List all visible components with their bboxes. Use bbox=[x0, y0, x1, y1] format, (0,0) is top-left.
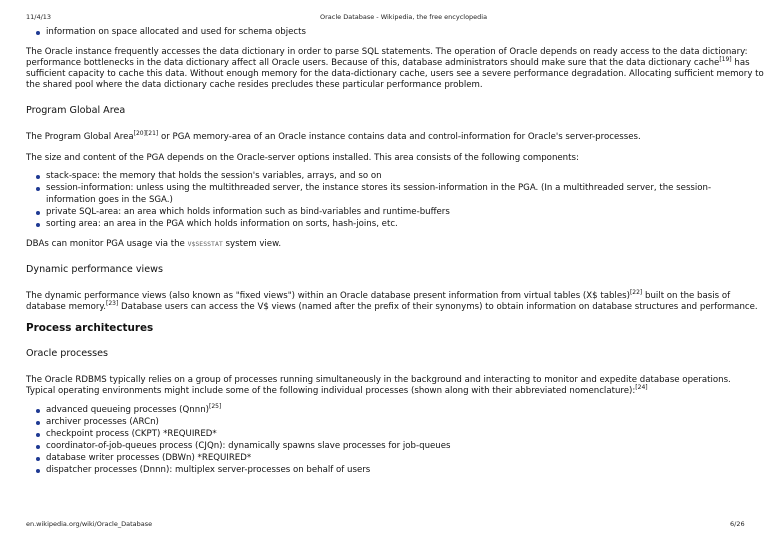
list-item: information on space allocated and used for schema objects bbox=[46, 26, 744, 38]
bullet-icon bbox=[36, 421, 40, 425]
list-item: stack-space: the memory that holds the session's variables, arrays, and so on bbox=[46, 170, 744, 182]
pga-size-paragraph: The size and content of the PGA depends on the Oracle-server options installed. This area consists of the following components: bbox=[26, 153, 579, 163]
schema-info-list bbox=[26, 26, 744, 38]
processes-paragraph: The Oracle RDBMS typically relies on a group of processes running simultaneously in the background and interacting to monitor and expedite database operations. Typical operating environments might include some of the following individual processes (shown along with their abbreviated nomenclature):[24] bbox=[26, 375, 731, 396]
list-item: private SQL-area: an area which holds information such as bind-variables and runtime-buffers bbox=[46, 206, 744, 218]
citation-link[interactable]: [23] bbox=[106, 300, 119, 308]
bullet-icon bbox=[36, 433, 40, 437]
citation-link[interactable]: [25] bbox=[209, 403, 222, 411]
list-item: database writer processes (DBWn) *REQUIRED* bbox=[46, 452, 744, 464]
processes-list bbox=[26, 404, 744, 476]
pga-components-list bbox=[26, 170, 744, 230]
section-heading-pga: Program Global Area bbox=[26, 105, 126, 116]
citation-link[interactable]: [22] bbox=[629, 289, 643, 297]
citation-link[interactable]: [19] bbox=[719, 56, 732, 64]
list-item: sorting area: an area in the PGA which holds information on sorts, hash-joins, etc. bbox=[46, 218, 744, 230]
article-content bbox=[26, 26, 764, 476]
footer-url: en.wikipedia.org/wiki/Oracle_Database bbox=[26, 520, 153, 528]
dba-monitor-paragraph: DBAs can monitor PGA usage via the V$SESSTAT system view. bbox=[26, 239, 282, 249]
citation-link[interactable]: [24] bbox=[635, 384, 648, 392]
bullet-icon bbox=[36, 457, 40, 461]
list-item: dispatcher processes (Dnnn): multiplex server-processes on behalf of users bbox=[46, 464, 744, 476]
list-item: coordinator-of-job-queues process (CJQn): dynamically spawns slave processes for job-queues bbox=[46, 440, 744, 452]
data-dictionary-paragraph: The Oracle instance frequently accesses the data dictionary in order to parse SQL statements. The operation of Oracle depends on ready access to the data dictionary: performance bottlenecks in the data dictionary affect all Oracle users. Because of this, database administrators should make sure that the data dictionary cache[19] has sufficient capacity to cache this data. Without enough memory for the data-dictionary cache, users see a severe performance degradation. Allocating sufficient memory to the shared pool where the data dictionary cache resides precludes these particular performance problem. bbox=[26, 47, 764, 90]
bullet-icon bbox=[36, 175, 40, 179]
list-item: archiver processes (ARCn) bbox=[46, 416, 744, 428]
list-item: advanced queueing processes (Qnnn)[25] bbox=[46, 404, 744, 416]
subsection-heading-oracle-processes: Oracle processes bbox=[26, 348, 109, 359]
bullet-icon bbox=[36, 187, 40, 191]
footer-page-number: 6/26 bbox=[730, 520, 745, 528]
header-title: Oracle Database - Wikipedia, the free encyclopedia bbox=[320, 13, 488, 21]
bullet-icon bbox=[36, 211, 40, 215]
code-view-name: V$SESSTAT bbox=[187, 240, 223, 248]
section-heading-dynamic-views: Dynamic performance views bbox=[26, 264, 163, 275]
dynamic-views-paragraph: The dynamic performance views (also known as "fixed views") within an Oracle database present information from virtual tables (X$ tables)[22] built on the basis of database memory.[23] Database users can access the V$ views (named after the prefix of their synonyms) to obtain information on database structures and performance. bbox=[26, 289, 758, 312]
bullet-icon bbox=[36, 469, 40, 473]
bullet-icon bbox=[36, 409, 40, 413]
bullet-icon bbox=[36, 31, 40, 35]
bullet-icon bbox=[36, 445, 40, 449]
section-heading-process-architectures: Process architectures bbox=[26, 322, 154, 334]
list-item: checkpoint process (CKPT) *REQUIRED* bbox=[46, 428, 744, 440]
citation-link[interactable]: [20][21] bbox=[133, 130, 159, 138]
bullet-icon bbox=[36, 223, 40, 227]
list-item: session-information: unless using the multithreaded server, the instance stores its session-information in the PGA. (In a multithreaded server, the session- information goes in the SGA.) bbox=[46, 182, 744, 206]
header-date: 11/4/13 bbox=[26, 13, 52, 21]
pga-paragraph: The Program Global Area[20][21] or PGA memory-area of an Oracle instance contains data and control-information for Oracle's server-processes. bbox=[26, 130, 641, 142]
